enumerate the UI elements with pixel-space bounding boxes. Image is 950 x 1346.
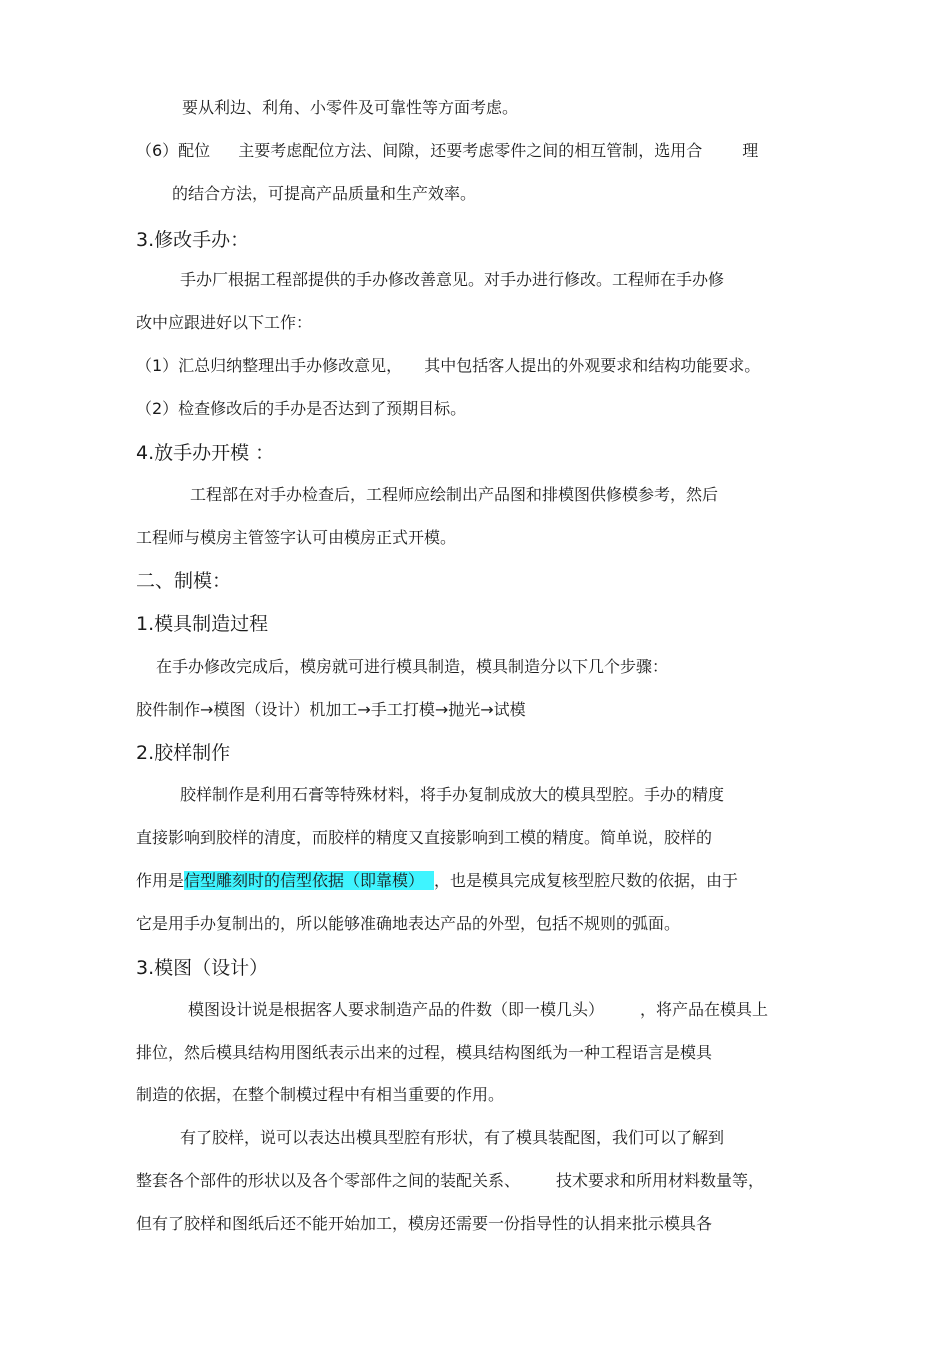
paragraph-line: 胶样制作是利用石膏等特殊材料，将手办复制成放大的模具型腔。手办的精度 [180, 785, 725, 804]
paragraph-line: 直接影响到胶样的清度，而胶样的精度又直接影响到工模的精度。简单说，胶样的 [136, 828, 713, 847]
paragraph-line: 手办厂根据工程部提供的手办修改善意见。对手办进行修改。工程师在手办修 [180, 270, 725, 289]
paragraph-line [136, 870, 738, 892]
text-run: 整套各个部件的形状以及各个零部件之间的装配关系、 [136, 1171, 521, 1190]
paragraph-line: 排位，然后模具结构用图纸表示出来的过程，模具结构图纸为一种工程语言是模具 [136, 1043, 713, 1062]
section-heading: 3.模图（设计） [136, 957, 269, 979]
paragraph-line: 工程部在对手办检查后，工程师应绘制出产品图和排模图供修模参考，然后 [190, 485, 719, 504]
paragraph-line: 工程师与模房主管签字认可由模房正式开模。 [136, 528, 457, 547]
paragraph-line [136, 355, 760, 377]
paragraph-line: 改中应跟进好以下工作： [136, 313, 313, 332]
item-text: 主要考虑配位方法、间隙，还要考虑零件之间的相互管制，选用合 [238, 141, 703, 160]
process-flow: 胶件制作→模图（设计）机加工→手工打模→抛光→试模 [136, 700, 526, 719]
paragraph-line: 制造的依据，在整个制模过程中有相当重要的作用。 [136, 1085, 505, 1104]
paragraph-line [188, 999, 768, 1021]
paragraph-line: （2）检查修改后的手办是否达到了预期目标。 [136, 399, 467, 418]
item-text-end: 理 [742, 141, 759, 160]
section-heading: 3.修改手办： [136, 229, 250, 251]
paragraph-line [136, 140, 758, 162]
item-text: 其中包括客人提出的外观要求和结构功能要求。 [424, 356, 761, 375]
paragraph-line: 它是用手办复制出的，所以能够准确地表达产品的外型，包括不规则的弧面。 [136, 914, 681, 933]
paragraph-line: 有了胶样，说可以表达出模具型腔有形状，有了模具装配图，我们可以了解到 [180, 1128, 725, 1147]
text-run: 模图设计说是根据客人要求制造产品的件数（即一模几头） [188, 1000, 605, 1019]
paragraph-line: 要从利边、利角、小零件及可靠性等方面考虑。 [182, 98, 519, 117]
paragraph-line: 但有了胶样和图纸后还不能开始加工，模房还需要一份指导性的认捐来批示模具各 [136, 1214, 713, 1233]
paragraph-line: 在手办修改完成后，模房就可进行模具制造，模具制造分以下几个步骤： [156, 657, 669, 676]
section-heading: 1.模具制造过程 [136, 613, 269, 635]
chapter-heading: 二、制模： [136, 570, 232, 592]
text-run: ，将产品在模具上 [640, 1000, 769, 1019]
paragraph-line: 的结合方法，可提高产品质量和生产效率。 [172, 184, 477, 203]
highlighted-text: 信型雕刻时的信型依据（即靠模） [184, 871, 434, 890]
section-heading: 4.放手办开模 ： [136, 442, 275, 464]
text-run: ，也是模具完成复核型腔尺数的依据，由于 [434, 871, 739, 890]
item-label: （6）配位 [136, 141, 211, 160]
paragraph-line [136, 1170, 764, 1192]
text-run: 作用是 [136, 871, 185, 890]
section-heading: 2.胶样制作 [136, 742, 231, 764]
text-run: 技术要求和所用材料数量等， [556, 1171, 765, 1190]
item-text: （1）汇总归纳整理出手办修改意见， [136, 356, 403, 375]
